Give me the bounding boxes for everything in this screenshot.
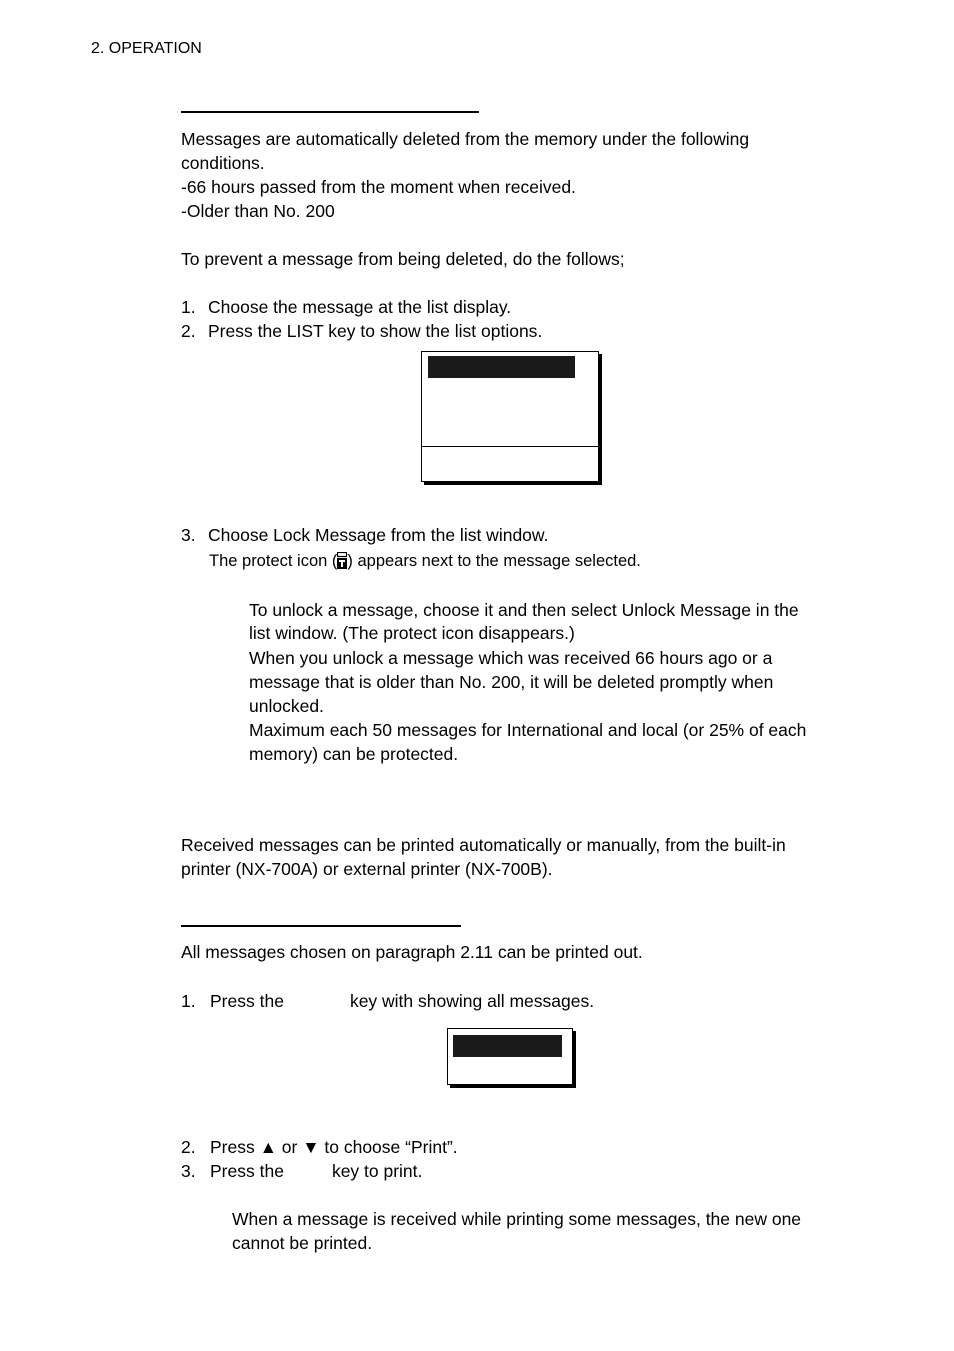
list-options-window <box>421 351 599 482</box>
note-line-3: When you unlock a message which was received 66 hours ago or a <box>249 648 773 668</box>
list-option-highlight <box>428 356 575 378</box>
print-all-text: All messages chosen on paragraph 2.11 can be printed out. <box>181 942 643 962</box>
subsection-heading-rule <box>181 925 461 927</box>
print-note-line-2: cannot be printed. <box>232 1233 373 1253</box>
step-number: 2. <box>181 1137 196 1157</box>
print-step-3 <box>181 1159 422 1183</box>
list-window-divider <box>422 446 598 447</box>
delete-condition-1: -66 hours passed from the moment when received. <box>181 177 576 197</box>
step-3 <box>181 523 548 547</box>
print-intro-line-2: printer (NX-700A) or external printer (NX-700B). <box>181 859 553 879</box>
delete-intro-line-2: conditions. <box>181 153 265 173</box>
protect-note-after: ) appears next to the message selected. <box>347 552 641 570</box>
step-number: 1. <box>181 297 196 317</box>
protect-icon-note <box>209 549 641 573</box>
note-line-2: list window. (The protect icon disappears.) <box>249 623 575 643</box>
step-text: Press the LIST key to show the list options. <box>208 321 543 341</box>
step-number: 3. <box>181 525 196 545</box>
note-line-1: To unlock a message, choose it and then select Unlock Message in the <box>249 600 799 620</box>
delete-condition-2: -Older than No. 200 <box>181 201 335 221</box>
print-step-1 <box>181 989 594 1013</box>
print-menu-window <box>447 1028 573 1085</box>
note-line-4: message that is older than No. 200, it will be deleted promptly when <box>249 672 774 692</box>
print-option-highlight <box>453 1035 562 1057</box>
note-line-7: memory) can be protected. <box>249 744 459 764</box>
step-number: 3. <box>181 1161 196 1181</box>
prevent-instruction: To prevent a message from being deleted, do the follows; <box>181 249 625 269</box>
step-text: Press ▲ or ▼ to choose “Print”. <box>210 1137 458 1157</box>
delete-intro-line-1: Messages are automatically deleted from the memory under the following <box>181 129 750 149</box>
step-text-before: Press the <box>210 1161 284 1181</box>
protect-note-before: The protect icon ( <box>209 552 338 570</box>
print-intro-line-1: Received messages can be printed automatically or manually, from the built-in <box>181 835 786 855</box>
print-step-2 <box>181 1135 458 1159</box>
step-text-after: key to print. <box>331 1161 423 1181</box>
section-heading-rule <box>181 111 479 113</box>
step-2 <box>181 319 542 343</box>
step-text: Choose the message at the list display. <box>208 297 512 317</box>
running-header: 2. OPERATION <box>91 40 202 57</box>
step-text-after: key with showing all messages. <box>349 991 595 1011</box>
protect-lock-icon <box>337 552 347 569</box>
note-line-5: unlocked. <box>249 696 324 716</box>
step-text: Choose Lock Message from the list window. <box>208 525 549 545</box>
step-text-before: Press the <box>210 991 284 1011</box>
step-1 <box>181 295 511 319</box>
step-number: 1. <box>181 991 196 1011</box>
step-number: 2. <box>181 321 196 341</box>
print-note-line-1: When a message is received while printing some messages, the new one <box>232 1209 802 1229</box>
note-line-6: Maximum each 50 messages for International and local (or 25% of each <box>249 720 807 740</box>
